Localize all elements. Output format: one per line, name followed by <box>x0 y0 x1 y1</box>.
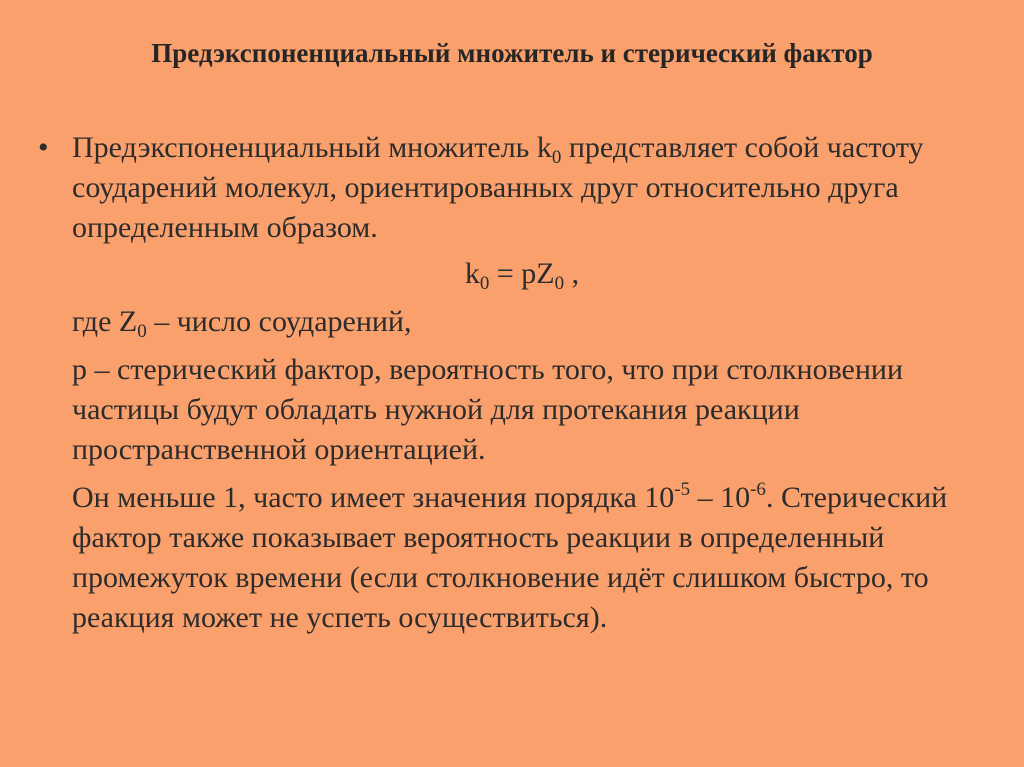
where-text-start: где Z <box>72 305 138 338</box>
formula-z-subscript: 0 <box>554 273 565 294</box>
paragraph-steric-factor: р – стерический фактор, вероятность того, что при столкновении частицы будут обладать нужной для протекания реакции пространственной ориентацией. <box>72 353 904 466</box>
final-text-end: . Стерический фактор также показывает вероятность реакции в определенный промежуток времени (если столкновение идёт слишком быстро, то реакция может не успеть осуществиться). <box>72 481 948 634</box>
final-superscript-2: -6 <box>750 479 766 500</box>
paragraph-definition <box>72 128 972 248</box>
formula-k: k <box>464 257 480 290</box>
definition-text-end: представляет собой частоту соударений молекул, ориентированных друг относительно друга определенным образом. <box>72 131 924 244</box>
slide-title: Предэкспоненциальный множитель и стерический фактор <box>151 38 873 68</box>
formula-middle: = pZ <box>489 257 555 290</box>
final-superscript-1: -5 <box>674 479 691 500</box>
slide-content <box>38 128 972 638</box>
formula-end: , <box>564 257 580 290</box>
final-text-start: Он меньше 1, часто имеет значения порядка 10 <box>72 481 675 514</box>
final-text-middle: – 10 <box>690 481 751 514</box>
formula <box>72 254 972 294</box>
where-text-end: – число соударений, <box>146 305 412 338</box>
formula-k-subscript: 0 <box>479 273 490 294</box>
where-subscript: 0 <box>137 321 147 342</box>
definition-subscript: 0 <box>551 147 562 168</box>
bullet-marker: • <box>38 131 49 164</box>
paragraph-where <box>72 302 972 342</box>
definition-text-start: Предэкспоненциальный множитель k <box>72 131 552 164</box>
paragraph-final <box>72 478 972 638</box>
